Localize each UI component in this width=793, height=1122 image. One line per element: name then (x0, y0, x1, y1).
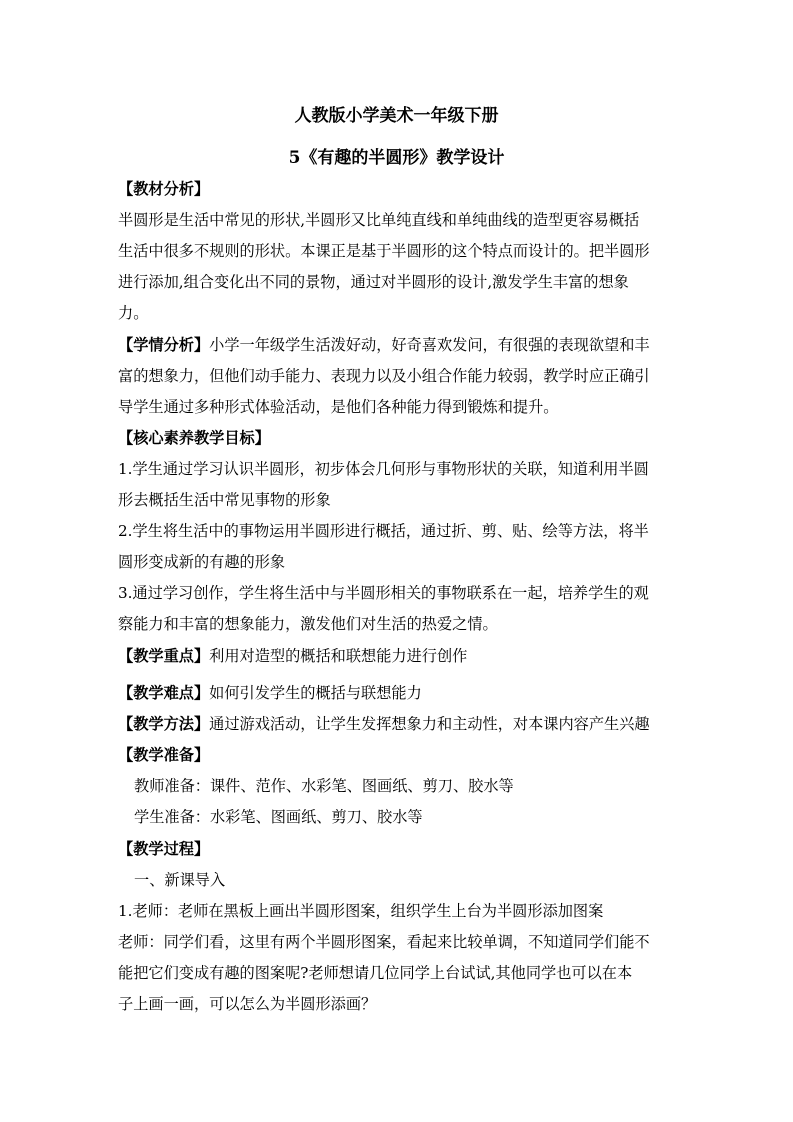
paragraph-line: 导学生通过多种形式体验活动，是他们各种能力得到锻炼和提升。 (118, 398, 559, 416)
objective-line: 2.学生将生活中的事物运用半圆形进行概括，通过折、剪、贴、绘等方法，将半 (118, 522, 649, 540)
section-new-lesson: 一、新课导入 (134, 871, 226, 889)
objective-line: 察能力和丰富的想象能力，激发他们对生活的热爱之情。 (118, 615, 498, 633)
paragraph-line: 进行添加,组合变化出不同的景物，通过对半圆形的设计,激发学生丰富的想象 (118, 273, 629, 291)
heading-key-point: 【教学重点】 (118, 647, 210, 665)
heading-material-analysis: 【教材分析】 (118, 180, 210, 198)
objective-line: 3.通过学习创作，学生将生活中与半圆形相关的事物联系在一起，培养学生的观 (118, 584, 649, 602)
heading-student-analysis: 【学情分析】 (118, 336, 210, 354)
objective-line: 1.学生通过学习认识半圆形，初步体会几何形与事物形状的关联，知道利用半圆 (118, 460, 649, 478)
heading-process: 【教学过程】 (118, 840, 210, 858)
paragraph-line: 富的想象力，但他们动手能力、表现力以及小组合作能力较弱，教学时应正确引 (118, 367, 650, 385)
heading-preparation: 【教学准备】 (118, 746, 210, 764)
process-line: 1.老师：老师在黑板上画出半圆形图案，组织学生上台为半圆形添加图案 (118, 902, 604, 920)
heading-method: 【教学方法】 (118, 715, 210, 733)
paragraph-line: 半圆形是生活中常见的形状,半圆形又比单纯直线和单纯曲线的造型更容易概括 (118, 211, 640, 229)
document-title: 人教版小学美术一年级下册 (294, 106, 499, 126)
key-point-line (118, 645, 688, 667)
method-text: 通过游戏活动，让学生发挥想象力和主动性，对本课内容产生兴趣 (209, 715, 650, 733)
heading-difficulty: 【教学难点】 (118, 684, 210, 702)
objective-line: 形去概括生活中常见事物的形象 (118, 491, 331, 509)
lesson-title: 5《有趣的半圆形》教学设计 (288, 148, 505, 168)
objective-line: 圆形变成新的有趣的形象 (118, 553, 286, 571)
difficulty-line (118, 682, 688, 704)
student-preparation: 学生准备：水彩笔、图画纸、剪刀、胶水等 (134, 808, 423, 826)
process-line: 子上画一画，可以怎么为半圆形添画？ (118, 995, 377, 1013)
paragraph-line: 力。 (118, 304, 149, 322)
process-line: 能把它们变成有趣的图案呢?老师想请几位同学上台试试,其他同学也可以在本 (118, 964, 633, 982)
method-line (118, 713, 688, 735)
process-line: 老师：同学们看，这里有两个半圆形图案，看起来比较单调，不知道同学们能不 (118, 933, 650, 951)
heading-objectives: 【核心素养教学目标】 (118, 429, 270, 447)
student-analysis-text: 小学一年级学生活泼好动，好奇喜欢发问，有很强的表现欲望和丰 (209, 336, 650, 354)
teacher-preparation: 教师准备：课件、范作、水彩笔、图画纸、剪刀、胶水等 (134, 777, 514, 795)
paragraph-line: 生活中很多不规则的形状。本课正是基于半圆形的这个特点而设计的。把半圆形 (118, 242, 650, 260)
key-point-text: 利用对造型的概括和联想能力进行创作 (209, 647, 468, 665)
difficulty-text: 如何引发学生的概括与联想能力 (209, 684, 422, 702)
student-analysis-line (118, 334, 688, 356)
